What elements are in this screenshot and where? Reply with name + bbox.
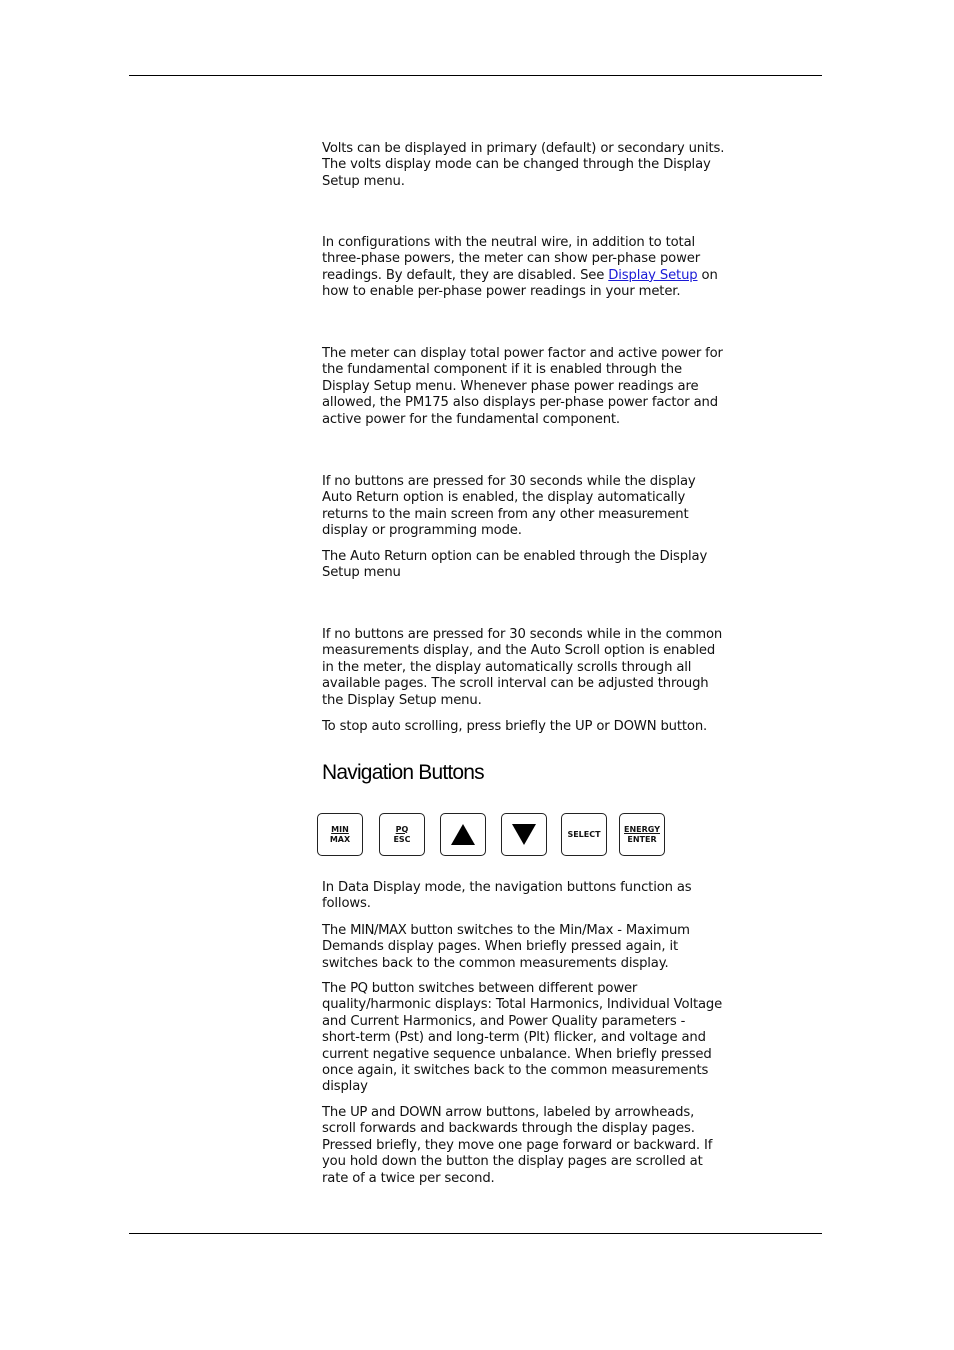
down-term: DOWN [399,1105,442,1120]
display-setup-link[interactable]: Display Setup [608,267,698,283]
auto-return-paragraph: If no buttons are pressed for 30 seconds while the display Auto Return option is enabled, the display automatically returns to the main screen from any other measurement display or programming mode. [322,474,696,539]
footer-rule [129,1233,822,1234]
up-down-paragraph: The UP and DOWN arrow buttons, labeled by arrowheads, scroll forwards and backwards through the display pages. Pressed briefly, they move one page forward or backward. If you hold down the button the display pages are scrolled at rate of a twice per second. [322,1105,713,1186]
phase-power-text-before: In configurations with the neutral wire, in addition to total three-phase powers, the meter can show per-phase power readings. By default, they are disabled. See [322,235,700,283]
phase-power-text-after: on how to enable per-phase power readings in your meter. [322,267,718,300]
pq-paragraph: The PQ button switches between different power quality/harmonic displays: Total Harmonics, Individual Voltage and Current Harmonics, and Power Quality parameters - short-term (Pst) and long-term (Plt) flicker, and voltage and current negative sequence unbalance. When briefly pressed once again, it switches back to the common measurements display [322,981,723,1095]
phase-power-paragraph [322,235,726,301]
auto-return-enable-paragraph: The Auto Return option can be enabled through the Display Setup menu [322,549,708,581]
nav-intro-paragraph: In Data Display mode, the navigation buttons function as follows. [322,880,692,912]
up-button[interactable] [440,813,486,856]
down-button[interactable] [501,813,547,856]
header-rule [129,75,822,76]
fundamental-paragraph: The meter can display total power factor and active power for the fundamental component if it is enabled through the Display Setup menu. Whenever phase power readings are allowed, the PM175 also displays per-phase power factor and active power for the fundamental component. [322,346,723,427]
auto-scroll-stop-paragraph: To stop auto scrolling, press briefly the UP or DOWN button. [322,719,708,734]
up-term: UP [350,1105,367,1120]
energy-enter-button[interactable]: ENERGY ENTER [619,813,665,856]
minmax-term: MIN/MAX [350,923,407,938]
up-arrow-icon [451,824,475,845]
minmax-paragraph: The MIN/MAX button switches to the Min/Max - Maximum Demands display pages. When briefly pressed again, it switches back to the common measurements display. [322,923,690,971]
navigation-buttons-heading: Navigation Buttons [322,761,484,784]
volts-paragraph: Volts can be displayed in primary (default) or secondary units. The volts display mode can be changed through the Display Setup menu. [322,141,725,189]
pq-esc-button[interactable]: PQ ESC [379,813,425,856]
pq-term: PQ [350,981,368,996]
min-max-button[interactable]: MIN MAX [317,813,363,856]
down-arrow-icon [512,824,536,845]
auto-scroll-paragraph: If no buttons are pressed for 30 seconds while in the common measurements display, and the Auto Scroll option is enabled in the meter, the display automatically scrolls through all available pages. The scroll interval can be adjusted through the Display Setup menu. [322,627,723,708]
select-button[interactable]: SELECT [561,813,607,856]
